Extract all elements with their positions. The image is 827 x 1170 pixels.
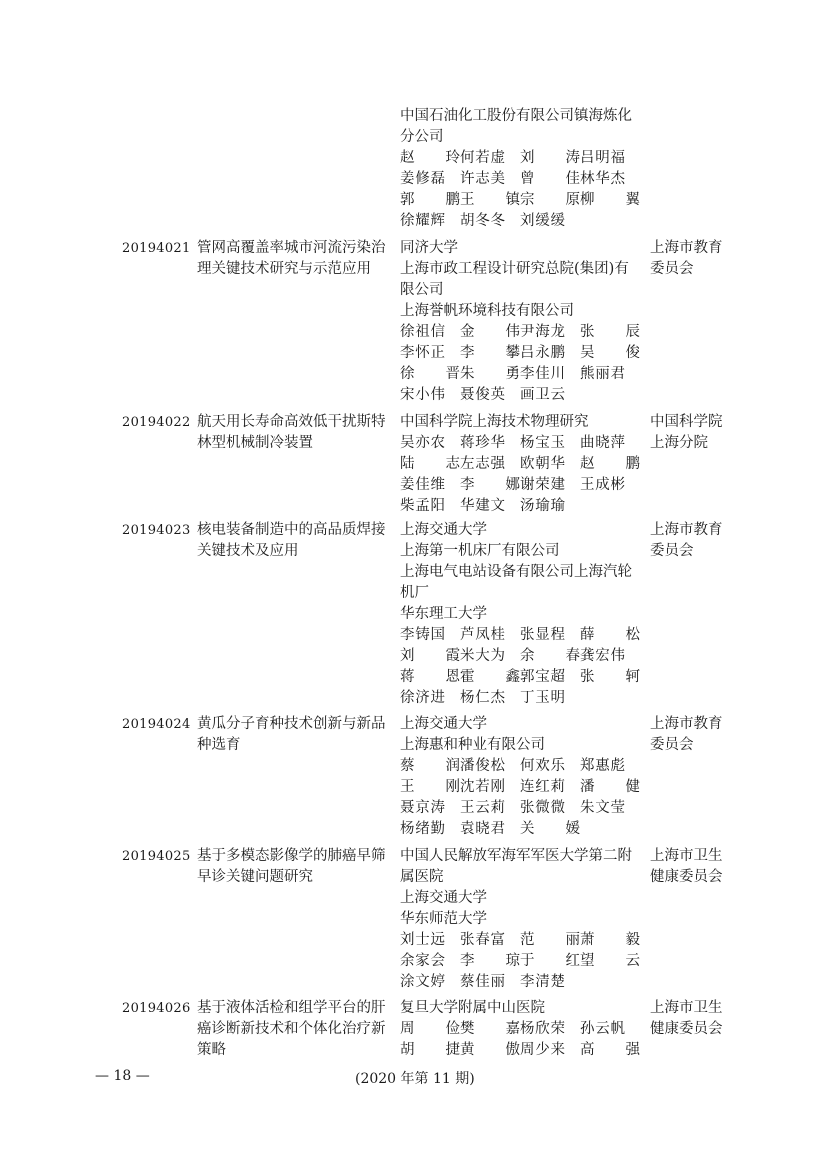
person-name: 蒋珍华 [460,435,505,451]
person-name: 杨欣荣 [520,1021,565,1037]
people-line [400,454,640,475]
person-name: 杨绪勤 [400,821,445,837]
person-name: 李 琼 [460,953,520,969]
project-title-line: 理关键技术研究与示范应用 [197,261,371,277]
people-line [400,475,640,496]
person-name: 芦凤桂 [460,627,505,643]
people-line [400,364,640,385]
person-name: 高 强 [580,1042,640,1058]
person-name: 欧朝华 [520,456,565,472]
person-name: 李怀正 [400,345,445,361]
people-line [400,930,640,951]
completing-units [400,714,640,840]
recommending-unit [650,998,730,1040]
unit-line: 分公司 [400,129,444,145]
person-name: 宋小伟 [400,387,445,403]
people-line [400,211,640,232]
project-code: 20194021 [122,241,191,256]
person-name: 李佳川 [520,366,565,382]
recommending-unit [650,846,730,888]
completing-units [400,412,640,517]
person-name: 李铸国 [400,627,445,643]
person-name: 徐 晋 [400,366,460,382]
completing-units [400,846,640,993]
person-name: 张 轲 [580,669,640,685]
person-name: 王 镇 [460,192,520,208]
person-name: 柴孟阳 [400,498,445,514]
unit-line: 中国人民解放军海军军医大学第二附 [400,848,632,864]
unit-line: 机厂 [400,585,429,601]
people-line [400,322,640,343]
person-name: 许志美 [460,171,505,187]
project-code: 20194025 [122,849,191,864]
person-name: 聂京涛 [400,800,445,816]
person-name: 吴亦农 [400,435,445,451]
people-line [400,148,640,169]
people-line [400,819,640,840]
project-title [197,520,389,562]
people-line [400,433,640,454]
project-title-line: 航天用长寿命高效低干扰斯特 [197,414,386,430]
people-line [400,798,640,819]
people-line [400,625,640,646]
person-name: 郑惠彪 [580,758,625,774]
person-name: 画卫云 [520,387,565,403]
project-title [197,412,389,454]
recommender-line: 上海市教育 [650,522,723,538]
project-title [197,714,389,756]
unit-line: 上海第一机床厂有限公司 [400,543,560,559]
person-name: 涂文婷 [400,974,445,990]
completing-units [400,998,640,1061]
person-name: 蔡 润 [400,758,460,774]
person-name: 朱 勇 [460,366,520,382]
person-name: 徐祖信 [400,324,445,340]
person-name: 汤瑜瑜 [520,498,565,514]
person-name: 张微微 [520,800,565,816]
unit-line: 属医院 [400,869,444,885]
person-name: 霍 鑫 [460,669,520,685]
person-name: 余 春 [520,648,580,664]
person-name: 吕永鹏 [520,345,565,361]
project-title-line: 基于液体活检和组学平台的肝 [197,1000,386,1016]
people-line [400,496,640,517]
project-title-line: 关键技术及应用 [197,543,299,559]
person-name: 杨宝玉 [520,435,565,451]
project-title-line: 癌诊断新技术和个体化治疗新 [197,1021,386,1037]
person-name: 周 俭 [400,1021,460,1037]
person-name: 米大为 [460,648,505,664]
person-name: 朱文莹 [580,800,625,816]
unit-line: 复旦大学附属中山医院 [400,1000,545,1016]
unit-line: 华东理工大学 [400,606,487,622]
person-name: 刘 霞 [400,648,460,664]
recommending-unit [650,238,730,280]
person-name: 望 云 [580,953,640,969]
project-title-line: 早诊关键问题研究 [197,869,313,885]
person-name: 柳 翼 [580,192,640,208]
recommending-unit [650,714,730,756]
project-title-line: 黄瓜分子育种技术创新与新品 [197,716,386,732]
person-name: 吴 俊 [580,345,640,361]
project-code: 20194022 [122,415,191,430]
person-name: 连红莉 [520,779,565,795]
person-name: 何若虚 [460,150,505,166]
recommender-line: 上海分院 [650,435,708,451]
completing-units [400,238,640,406]
person-name: 胡冬冬 [460,213,505,229]
people-line [400,756,640,777]
unit-line: 中国石油化工股份有限公司镇海炼化 [400,108,632,124]
unit-line: 上海惠和种业有限公司 [400,737,545,753]
person-name: 曲晓萍 [580,435,625,451]
person-name: 蔡佳丽 [460,974,505,990]
recommender-line: 健康委员会 [650,1021,723,1037]
person-name: 吕明福 [580,150,625,166]
person-name: 王成彬 [580,477,625,493]
person-name: 孙云帆 [580,1021,625,1037]
person-name: 龚宏伟 [580,648,625,664]
person-name: 郭 鹏 [400,192,460,208]
person-name: 尹海龙 [520,324,565,340]
project-title-line: 管网高覆盖率城市河流污染治 [197,240,386,256]
person-name: 于 红 [520,953,580,969]
project-title-line: 基于多模态影像学的肺癌早筛 [197,848,386,864]
recommender-line: 上海市卫生 [650,848,723,864]
unit-line: 上海誉帆环境科技有限公司 [400,303,574,319]
person-name: 陆 志 [400,456,460,472]
project-title-line: 林型机械制冷装置 [197,435,313,451]
person-name: 李 攀 [460,345,520,361]
people-line [400,667,640,688]
person-name: 余家会 [400,953,445,969]
person-name: 张 辰 [580,324,640,340]
person-name: 黄 傲 [460,1042,520,1058]
person-name: 樊 嘉 [460,1021,520,1037]
issue-label: (2020 年第 11 期) [355,1071,475,1087]
person-name: 丁玉明 [520,690,565,706]
person-name: 刘缓缓 [520,213,565,229]
recommender-line: 上海市教育 [650,240,723,256]
person-name: 范 丽 [520,932,580,948]
people-line [400,1040,640,1061]
project-title [197,998,389,1061]
recommender-line: 上海市卫生 [650,1000,723,1016]
project-title-line: 策略 [197,1042,226,1058]
person-name: 熊丽君 [580,366,625,382]
recommender-line: 委员会 [650,543,694,559]
person-name: 萧 毅 [580,932,640,948]
person-name: 刘士远 [400,932,445,948]
person-name: 周少来 [520,1042,565,1058]
person-name: 姜佳维 [400,477,445,493]
project-code: 20194023 [122,523,191,538]
project-code: 20194026 [122,1001,191,1016]
person-name: 赵 鹏 [580,456,640,472]
person-name: 潘俊松 [460,758,505,774]
people-line [400,169,640,190]
completing-units [400,520,640,709]
recommender-line: 委员会 [650,261,694,277]
person-name: 张显程 [520,627,565,643]
person-name: 关 媛 [520,821,580,837]
person-name: 王云莉 [460,800,505,816]
unit-line: 华东师范大学 [400,911,487,927]
person-name: 姜修磊 [400,171,445,187]
unit-line: 上海交通大学 [400,716,487,732]
person-name: 李清楚 [520,974,565,990]
person-name: 林华杰 [580,171,625,187]
unit-line: 上海电气电站设备有限公司上海汽轮 [400,564,632,580]
person-name: 谢荣建 [520,477,565,493]
person-name: 蒋 恩 [400,669,460,685]
person-name: 刘 涛 [520,150,580,166]
people-line [400,190,640,211]
page-number: — 18 — [95,1068,150,1084]
person-name: 李 娜 [460,477,520,493]
people-line [400,951,640,972]
person-name: 潘 健 [580,779,640,795]
unit-line: 上海市政工程设计研究总院(集团)有 [400,261,629,277]
recommender-line: 中国科学院 [650,414,723,430]
unit-line: 上海交通大学 [400,890,487,906]
person-name: 胡 捷 [400,1042,460,1058]
person-name: 徐济进 [400,690,445,706]
person-name: 杨仁杰 [460,690,505,706]
recommender-line: 上海市教育 [650,716,723,732]
recommender-line: 委员会 [650,737,694,753]
person-name: 王 刚 [400,779,460,795]
people-line [400,972,640,993]
person-name: 沈若刚 [460,779,505,795]
person-name: 赵 玲 [400,150,460,166]
unit-line: 中国科学院上海技术物理研究 [400,414,589,430]
people-line [400,385,640,406]
unit-line: 同济大学 [400,240,458,256]
project-title-line: 核电装备制造中的高品质焊接 [197,522,386,538]
person-name: 左志强 [460,456,505,472]
project-title-line: 种选育 [197,737,241,753]
project-title [197,238,389,280]
people-line [400,646,640,667]
people-line [400,1019,640,1040]
recommender-line: 健康委员会 [650,869,723,885]
completing-units [400,106,640,232]
unit-line: 上海交通大学 [400,522,487,538]
unit-line: 限公司 [400,282,444,298]
person-name: 金 伟 [460,324,520,340]
people-line [400,343,640,364]
people-line [400,777,640,798]
person-name: 郭宝超 [520,669,565,685]
person-name: 袁晓君 [460,821,505,837]
person-name: 何欢乐 [520,758,565,774]
person-name: 薛 松 [580,627,640,643]
person-name: 华建文 [460,498,505,514]
person-name: 宗 原 [520,192,580,208]
person-name: 曾 佳 [520,171,580,187]
person-name: 徐耀辉 [400,213,445,229]
project-code: 20194024 [122,717,191,732]
project-title [197,846,389,888]
person-name: 聂俊英 [460,387,505,403]
people-line [400,688,640,709]
recommending-unit [650,520,730,562]
recommending-unit [650,412,730,454]
person-name: 张春富 [460,932,505,948]
